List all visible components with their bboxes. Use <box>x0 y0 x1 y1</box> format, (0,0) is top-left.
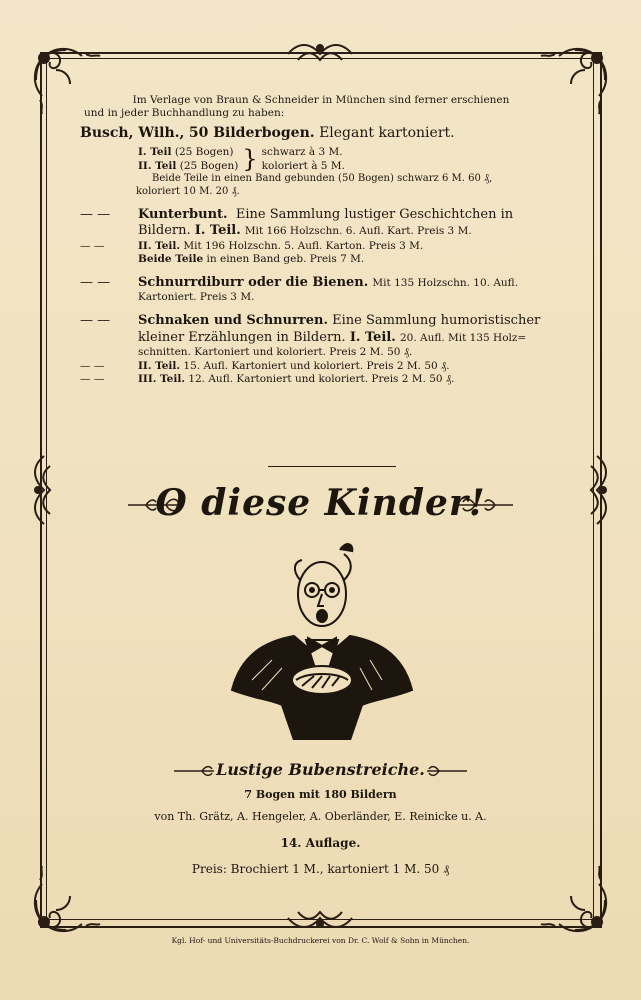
kunterbunt-line-4 <box>80 253 562 266</box>
busch-price-koloriert: koloriert à 5 M. <box>261 159 345 172</box>
schnaken-line-5-rest: 12. Aufl. Kartoniert und koloriert. Preis 2 M. 50 ₰. <box>188 373 455 386</box>
intro-line-1: Im Verlage von Braun & Schneider in München sind ferner erschienen <box>132 94 510 106</box>
schnaken-entry <box>80 313 562 330</box>
schnaken-part-3: III. Teil. <box>138 373 185 386</box>
dash-mark: — — <box>80 206 111 222</box>
busch-both-2: koloriert 10 M. 20 ₰. <box>136 185 240 197</box>
book-bogen: 7 Bogen mit 180 Bildern <box>244 788 397 801</box>
schnaken-part-2: II. Teil. <box>138 359 181 372</box>
dash-mark: — — <box>80 373 105 386</box>
top-center-ornament <box>284 40 356 68</box>
schnurr-line-2: Kartoniert. Preis 3 M. <box>138 291 255 304</box>
busch-title: 50 Bilderbogen. <box>188 124 315 141</box>
kunterbunt-part-1: I. Teil. <box>194 223 241 239</box>
busch-part-1: I. Teil <box>138 145 172 158</box>
schnaken-line-3: schnitten. Kartoniert und koloriert. Preis 2 M. 50 ₰. <box>138 346 413 359</box>
book-price: Preis: Brochiert 1 M., kartoniert 1 M. 50 ₰ <box>191 862 450 876</box>
busch-both-1: Beide Teile in einen Band gebunden (50 Bogen) schwarz 6 M. 60 ₰, <box>152 173 493 185</box>
schnaken-title: Schnaken und Schnurren. <box>138 312 329 328</box>
kunterbunt-part-2: II. Teil. <box>138 239 181 252</box>
section-divider <box>268 466 396 467</box>
kunterbunt-line-3-rest: Mit 196 Holzschn. 5. Aufl. Karton. Preis 3 M. <box>183 239 424 252</box>
busch-parts <box>80 145 562 173</box>
dash-mark: — — <box>80 274 111 290</box>
dash-mark: — — <box>80 312 111 328</box>
kunterbunt-line-3 <box>80 240 562 253</box>
schnaken-line-4-rest: 15. Aufl. Kartoniert und koloriert. Preis 2 M. 50 ₰. <box>183 359 450 372</box>
kunterbunt-line-2 <box>80 223 562 240</box>
kunterbunt-line-2-a: Bildern. <box>138 223 191 239</box>
schnaken-line-2-b: 20. Aufl. Mit 135 Holz= <box>399 331 527 344</box>
bottom-center-ornament <box>284 904 356 932</box>
schnaken-line-1: Eine Sammlung humoristischer <box>332 312 541 328</box>
printer-footer: Kgl. Hof- und Universitäts-Buchdruckerei von Dr. C. Wolf & Sohn in München. <box>171 936 470 945</box>
busch-entry <box>80 125 562 143</box>
busch-part-2-bogen: (25 Bogen) <box>179 159 239 172</box>
brace-glyph: } <box>242 144 258 173</box>
schnaken-line-2 <box>80 330 562 347</box>
book-subtitle: Lustige Bubenstreiche. <box>216 760 425 779</box>
schnurr-line-1: Mit 135 Holzschn. 10. Aufl. <box>372 276 519 289</box>
book-authors: von Th. Grätz, A. Hengeler, A. Oberländer, E. Reinicke u. A. <box>154 810 487 823</box>
old-man-illustration <box>222 540 422 740</box>
schnaken-line-2-a: kleiner Erzählungen in Bildern. <box>138 329 346 345</box>
busch-desc: Elegant kartoniert. <box>319 124 455 141</box>
schnurr-title: Schnurrdiburr oder die Bienen. <box>138 274 369 290</box>
book-title: O diese Kinder! <box>155 482 486 524</box>
schnaken-part-1: I. Teil. <box>349 329 396 345</box>
book-edition: 14. Auflage. <box>280 836 361 850</box>
intro-line-2: und in jeder Buchhandlung zu haben: <box>84 107 285 120</box>
kunterbunt-title: Kunterbunt. <box>138 206 228 222</box>
kunterbunt-line-1: Eine Sammlung lustiger Geschichtchen in <box>235 206 514 222</box>
dash-mark: — — <box>80 359 105 372</box>
kunterbunt-both-parts: Beide Teile <box>138 253 204 266</box>
catalog-listing <box>80 94 562 386</box>
schnurr-entry <box>80 275 562 292</box>
busch-price-schwarz: schwarz à 3 M. <box>261 145 343 158</box>
kunterbunt-line-4-rest: in einen Band geb. Preis 7 M. <box>206 253 365 266</box>
busch-author: Busch, Wilh., <box>80 124 185 141</box>
dash-mark: — — <box>80 239 105 252</box>
schnaken-line-5 <box>80 373 562 386</box>
busch-part-1-bogen: (25 Bogen) <box>174 145 234 158</box>
intro-text <box>80 94 562 121</box>
kunterbunt-line-2-b: Mit 166 Holzschn. 6. Aufl. Kart. Preis 3 M. <box>244 225 472 238</box>
busch-part-2: II. Teil <box>138 159 177 172</box>
schnaken-line-4 <box>80 360 562 373</box>
kunterbunt-entry <box>80 207 562 224</box>
